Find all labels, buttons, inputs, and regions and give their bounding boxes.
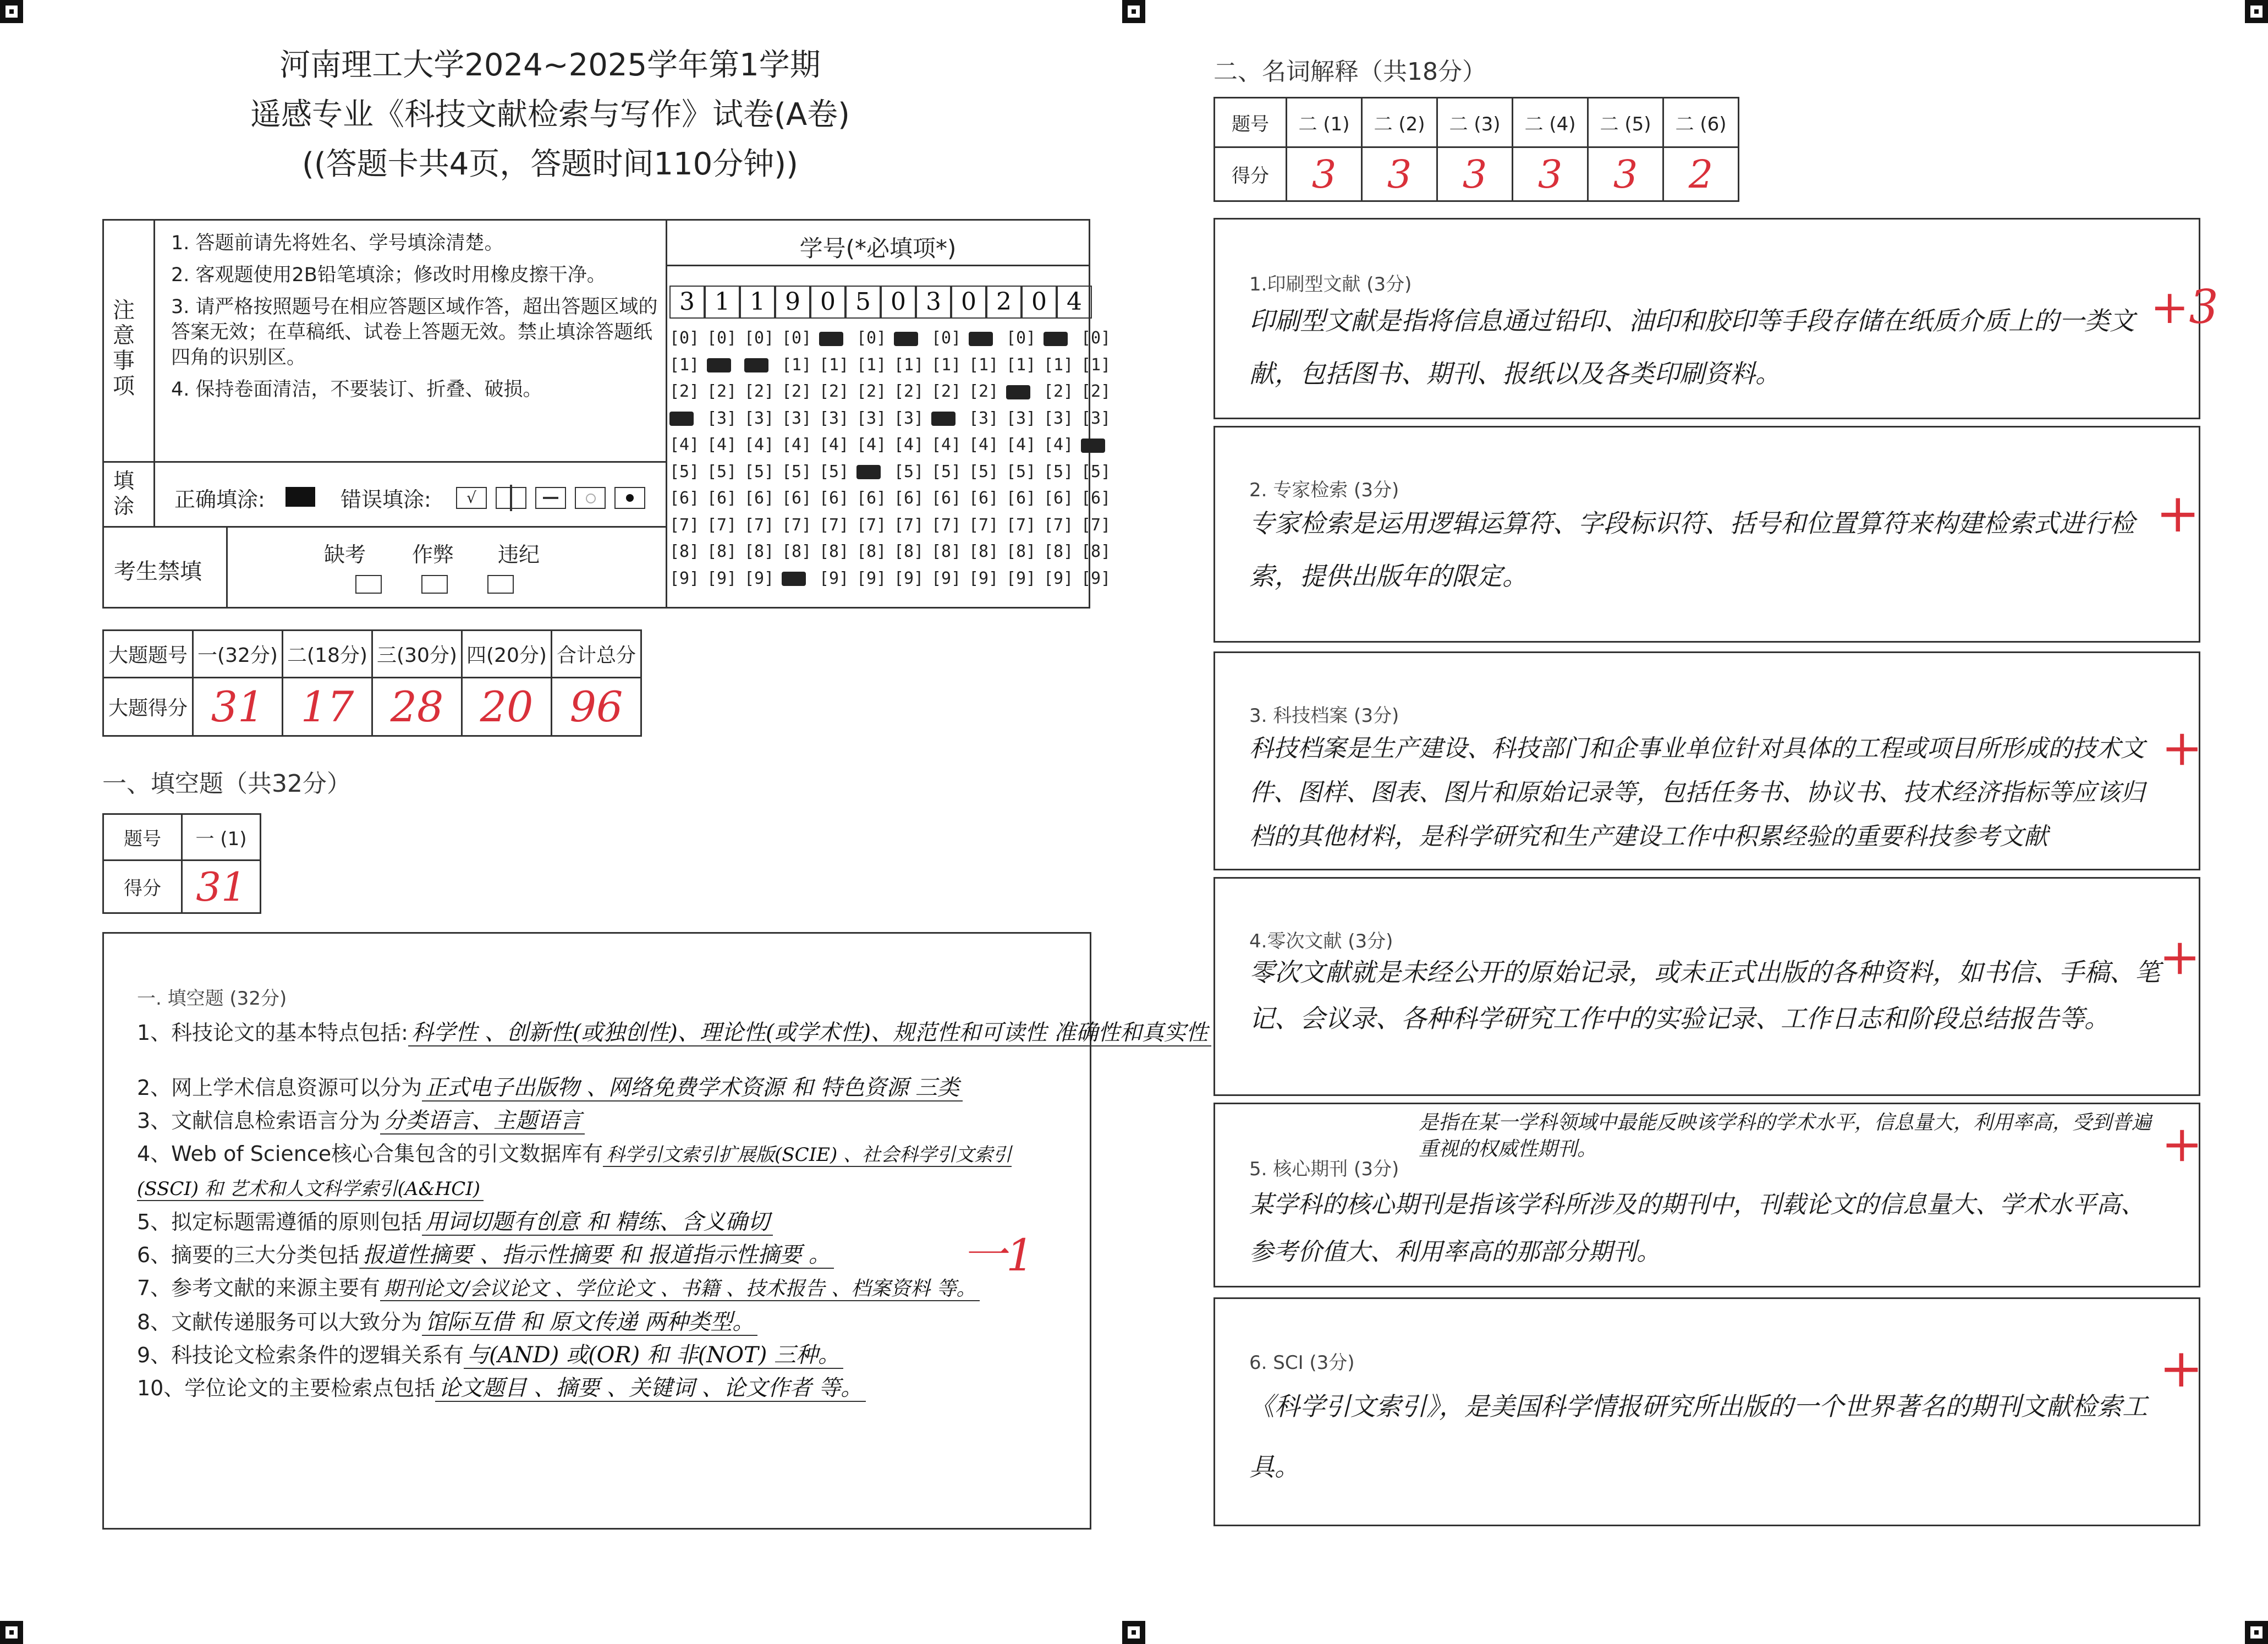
summary-header: 一(32分) (193, 631, 283, 678)
id-bubble[interactable]: [3] (707, 408, 737, 428)
id-bubble[interactable]: [8] (707, 542, 737, 561)
student-id-digit: 0 (881, 286, 916, 319)
student-id-digit: 1 (705, 286, 740, 319)
id-bubble[interactable]: [1] (669, 355, 700, 375)
absent-checkbox[interactable] (355, 575, 382, 594)
id-bubble[interactable]: [6] (707, 489, 737, 508)
notice-item: 4. 保持卷面清洁，不要装订、折叠、破损。 (171, 379, 542, 401)
grading-mark: + (2161, 719, 2203, 777)
student-id-digit: 9 (775, 286, 810, 319)
id-bubble[interactable]: [7] (1081, 515, 1111, 535)
id-bubble[interactable]: [5] (1081, 462, 1111, 481)
id-bubble[interactable]: [4] (782, 435, 812, 454)
question-text: 8、文献传递服务可以大致分为 (137, 1310, 422, 1334)
question-text: 4、Web of Science核心合集包含的引文数据库有 (137, 1142, 603, 1166)
id-bubble[interactable]: [5] (782, 462, 812, 481)
handwritten-answer: 科学引文索引扩展版(SCIE) 、社会科学引文索引(SSCI) 和 艺术和人文科学索引(A&HCI) (137, 1144, 1012, 1200)
bubble-row (669, 405, 1118, 432)
id-bubble[interactable]: [0] (1006, 328, 1036, 348)
grading-mark: +3 (2150, 280, 2218, 334)
id-bubble[interactable]: [2] (894, 382, 924, 401)
id-bubble[interactable]: [5] (894, 462, 924, 481)
student-id-bubble-grid[interactable] (669, 325, 1118, 592)
id-bubble[interactable]: [3] (819, 408, 849, 428)
id-bubble[interactable]: [9] (969, 568, 999, 588)
id-bubble[interactable]: [8] (969, 542, 999, 561)
id-bubble[interactable]: [3] (969, 408, 999, 428)
id-bubble[interactable]: [2] (707, 382, 737, 401)
id-bubble[interactable]: [7] (1044, 515, 1074, 535)
corner-marker-bottom-left (0, 1621, 23, 1644)
filled-bubble (1044, 332, 1068, 346)
definition-label: 1.印刷型文献 (3分) (1249, 273, 1412, 295)
id-bubble[interactable]: [3] (782, 408, 812, 428)
id-bubble[interactable] (856, 459, 894, 486)
exam-title-line3: ((答题卡共4页，答题时间110分钟)) (302, 146, 798, 182)
id-bubble[interactable] (931, 405, 969, 432)
id-bubble[interactable]: [8] (1044, 542, 1074, 561)
id-bubble[interactable]: [7] (894, 515, 924, 535)
summary-header: 大题题号 (103, 631, 193, 678)
id-bubble[interactable]: [3] (1081, 408, 1111, 428)
id-bubble[interactable]: [5] (669, 462, 700, 481)
fill-blank-item (137, 1205, 1072, 1239)
proctor-label: 考生禁填 (114, 559, 202, 584)
bubble-row (669, 352, 1118, 379)
id-bubble[interactable] (819, 325, 856, 352)
id-bubble[interactable]: [5] (744, 462, 775, 481)
handwritten-answer: 零次文献就是未经公开的原始记录，或未正式出版的各种资料，如书信、手稿、笔记、会议录、各种科学研究工作中的实验记录、工作日志和阶段总结报告等。 (1249, 957, 2160, 1033)
qnum: 二 (6) (1663, 98, 1739, 147)
handwritten-answer: 与(AND) 或(OR) 和 非(NOT) 三种。 (464, 1342, 843, 1369)
definition-box (1213, 651, 2203, 870)
id-bubble[interactable]: [9] (931, 568, 962, 588)
definition-box (1213, 426, 2200, 643)
filled-bubble (931, 412, 955, 426)
qnum: 二 (2) (1362, 98, 1437, 147)
definition-label: 5. 核心期刊 (3分) (1249, 1158, 1399, 1180)
definition-box (1213, 1103, 2203, 1287)
notice-label: 注意事项 (113, 298, 135, 399)
handwritten-answer: 报道性摘要 、指示性摘要 和 报道指示性摘要 。 (359, 1242, 834, 1269)
id-bubble[interactable]: [9] (856, 568, 887, 588)
question-text: 10、学位论文的主要检索点包括 (137, 1376, 436, 1400)
id-bubble[interactable]: [4] (1006, 435, 1036, 454)
summary-score: 17 (283, 678, 372, 736)
id-bubble[interactable]: [4] (1044, 435, 1074, 454)
item-score: 3 (1287, 147, 1362, 201)
id-bubble[interactable]: [0] (707, 328, 737, 348)
item-score: 3 (1513, 147, 1588, 201)
id-bubble[interactable] (782, 566, 819, 593)
id-bubble[interactable]: [7] (782, 515, 812, 535)
violation-label: 违纪 (498, 542, 540, 567)
id-bubble[interactable] (1044, 325, 1081, 352)
handwritten-answer: 期刊论文/会议论文 、学位论文 、书籍 、技术报告 、档案资料 等。 (380, 1278, 979, 1301)
student-id-digit: 3 (916, 286, 951, 319)
bubble-row (669, 512, 1118, 539)
bubble-row (669, 485, 1118, 512)
grading-mark: + (2161, 1115, 2203, 1173)
bubble-row (669, 432, 1118, 459)
id-bubble[interactable]: [5] (819, 462, 849, 481)
id-bubble[interactable]: [6] (1081, 489, 1111, 508)
notice-panel (102, 219, 1111, 609)
grading-mark: + (2159, 928, 2201, 986)
wrong-fill-circle-icon (575, 487, 606, 509)
id-bubble[interactable]: [0] (669, 328, 700, 348)
id-bubble[interactable]: [9] (1081, 568, 1111, 588)
notice-item: 1. 答题前请先将姓名、学号填涂清楚。 (171, 232, 504, 254)
wrong-fill-dash-icon (535, 487, 566, 509)
id-bubble[interactable]: [7] (669, 515, 700, 535)
filled-bubble (856, 465, 881, 479)
id-bubble[interactable] (969, 325, 1006, 352)
student-id-digit: 1 (740, 286, 775, 319)
id-bubble[interactable]: [5] (1044, 462, 1074, 481)
id-bubble[interactable]: [2] (1081, 382, 1111, 401)
id-bubble[interactable]: [8] (894, 542, 924, 561)
id-bubble[interactable]: [6] (819, 489, 849, 508)
id-bubble[interactable] (669, 405, 707, 432)
filled-bubble (1081, 439, 1105, 453)
filled-bubble (669, 412, 694, 426)
filled-bubble (782, 572, 806, 586)
id-bubble[interactable]: [2] (969, 382, 999, 401)
question-text: 2、网上学术信息资源可以分为 (137, 1076, 422, 1100)
definition-label: 4.零次文献 (3分) (1249, 930, 1393, 952)
notice-item: 2. 客观题使用2B铅笔填涂；修改时用橡皮擦干净。 (171, 264, 606, 286)
item-score: 3 (1437, 147, 1513, 201)
id-bubble[interactable]: [6] (1044, 489, 1074, 508)
handwritten-answer: 印刷型文献是指将信息通过铅印、油印和胶印等手段存储在纸质介质上的一类文献，包括图书、期刊、报纸以及各类印刷资料。 (1249, 306, 2135, 388)
corner-marker-bottom-middle (1122, 1621, 1145, 1644)
section2-score-table (1213, 97, 1739, 202)
id-bubble[interactable] (1006, 379, 1044, 405)
id-bubble[interactable]: [4] (669, 435, 700, 454)
summary-header: 二(18分) (283, 631, 372, 678)
id-bubble[interactable]: [9] (744, 568, 775, 588)
id-bubble[interactable]: [1] (931, 355, 962, 375)
bubble-row (669, 539, 1118, 566)
grading-mark: + (2156, 483, 2200, 544)
id-bubble[interactable]: [0] (856, 328, 887, 348)
id-bubble[interactable]: [7] (1006, 515, 1036, 535)
id-bubble[interactable]: [8] (931, 542, 962, 561)
wrong-fill-check-icon: √ (456, 487, 487, 509)
id-bubble[interactable]: [3] (1044, 408, 1074, 428)
qnum-label: 题号 (1215, 98, 1287, 147)
score-label: 得分 (1215, 147, 1287, 201)
fill-blank-item (137, 1272, 1072, 1306)
section1-score: 31 (182, 861, 261, 913)
qnum: 二 (1) (1287, 98, 1362, 147)
definition-box (1213, 1297, 2204, 1526)
student-id-digit: 0 (1022, 286, 1057, 319)
id-bubble[interactable] (894, 325, 931, 352)
id-bubble[interactable]: [3] (856, 408, 887, 428)
id-bubble[interactable]: [2] (669, 382, 700, 401)
filled-bubble (744, 358, 768, 372)
violation-checkbox[interactable] (487, 575, 514, 594)
id-bubble[interactable]: [4] (894, 435, 924, 454)
id-bubble[interactable]: [8] (856, 542, 887, 561)
qnum: 二 (4) (1513, 98, 1588, 147)
id-bubble[interactable]: [1] (819, 355, 849, 375)
section1-title: 一、填空题（共32分） (102, 770, 351, 798)
exam-title-line2: 遥感专业《科技文献检索与写作》试卷(A卷) (250, 97, 850, 133)
student-id-digit: 3 (669, 286, 705, 319)
id-bubble[interactable]: [6] (744, 489, 775, 508)
fill-blank-list (137, 1016, 1208, 1405)
summary-score: 28 (372, 678, 462, 736)
question-text: 5、拟定标题需遵循的原则包括 (137, 1210, 422, 1234)
id-bubble[interactable]: [0] (1081, 328, 1111, 348)
handwritten-answer: 分类语言、主题语言 (380, 1108, 585, 1135)
id-bubble[interactable]: [9] (819, 568, 849, 588)
id-bubble[interactable]: [8] (782, 542, 812, 561)
filled-bubble (819, 332, 843, 346)
fill-blank-item (137, 1071, 1072, 1104)
id-bubble[interactable]: [3] (1006, 408, 1036, 428)
student-id-digit: 5 (845, 286, 881, 319)
summary-score: 20 (462, 678, 552, 736)
id-bubble[interactable]: [5] (931, 462, 962, 481)
corner-marker-top-right (2245, 0, 2268, 23)
question-text: 3、文献信息检索语言分为 (137, 1109, 381, 1133)
id-bubble[interactable] (707, 352, 744, 379)
filled-bubble (1006, 385, 1030, 399)
id-bubble[interactable]: [2] (744, 382, 775, 401)
margin-deduction-mark: 一1 (962, 1230, 1034, 1281)
id-bubble[interactable]: [2] (931, 382, 962, 401)
handwritten-answer: 某学科的核心期刊是指该学科所涉及的期刊中，刊载论文的信息量大、学术水平高、参考价值大、利用率高的那部分期刊。 (1249, 1191, 2145, 1266)
id-bubble[interactable]: [7] (856, 515, 887, 535)
bubble-row (669, 566, 1118, 593)
handwritten-answer: 科学性 、创新性(或独创性)、理论性(或学术性)、规范性和可读性 准确性和真实性 (408, 1020, 1211, 1046)
id-bubble[interactable]: [7] (931, 515, 962, 535)
handwritten-answer: 用词切题有创意 和 精练、含义确切 (422, 1209, 772, 1236)
id-bubble[interactable]: [9] (1044, 568, 1074, 588)
absent-label: 缺考 (324, 542, 366, 567)
definition-label: 6. SCI (3分) (1249, 1352, 1355, 1374)
fill-blank-item (137, 1104, 1072, 1137)
item-score: 3 (1588, 147, 1663, 201)
fill-blank-item (137, 1372, 1072, 1405)
student-id-boxes (669, 286, 1092, 319)
id-bubble[interactable]: [5] (1006, 462, 1036, 481)
exam-title-line1: 河南理工大学2024~2025学年第1学期 (279, 47, 821, 83)
id-bubble[interactable]: [4] (744, 435, 775, 454)
id-bubble[interactable]: [2] (782, 382, 812, 401)
fill-blank-item (137, 1239, 1072, 1272)
summary-total-score: 96 (552, 678, 641, 736)
student-id-digit: 2 (986, 286, 1022, 319)
id-bubble[interactable]: [4] (969, 435, 999, 454)
id-bubble[interactable]: [1] (969, 355, 999, 375)
fill-blank-item (137, 1016, 1208, 1049)
cheat-checkbox[interactable] (421, 575, 448, 594)
bubble-row (669, 459, 1118, 486)
definition-box (1213, 218, 2218, 419)
id-bubble[interactable]: [1] (856, 355, 887, 375)
summary-header: 三(30分) (372, 631, 462, 678)
id-bubble[interactable]: [6] (969, 489, 999, 508)
student-id-digit: 0 (951, 286, 986, 319)
id-bubble[interactable]: [8] (744, 542, 775, 561)
id-bubble[interactable]: [0] (931, 328, 962, 348)
student-id-digit: 0 (810, 286, 845, 319)
qnum: 一 (1) (182, 814, 261, 861)
correct-fill-label: 正确填涂: (174, 487, 265, 512)
definition-label: 2. 专家检索 (3分) (1249, 479, 1399, 501)
id-bubble[interactable]: [4] (931, 435, 962, 454)
definition-box (1213, 877, 2200, 1096)
summary-header: 合计总分 (552, 631, 641, 678)
id-bubble[interactable]: [2] (856, 382, 887, 401)
id-bubble[interactable]: [3] (744, 408, 775, 428)
qnum: 二 (5) (1588, 98, 1663, 147)
id-bubble[interactable]: [6] (856, 489, 887, 508)
cheat-label: 作弊 (412, 542, 454, 567)
id-bubble[interactable]: [7] (819, 515, 849, 535)
id-bubble[interactable]: [9] (669, 568, 700, 588)
id-bubble[interactable]: [1] (1044, 355, 1074, 375)
handwritten-answer: 馆际互借 和 原文传递 两种类型。 (422, 1309, 757, 1336)
definition-label: 3. 科技档案 (3分) (1249, 705, 1399, 727)
correct-fill-sample (285, 487, 315, 507)
id-bubble[interactable]: [9] (894, 568, 924, 588)
qnum: 二 (3) (1437, 98, 1513, 147)
question-text: 9、科技论文检索条件的逻辑关系有 (137, 1343, 464, 1367)
student-id-panel (667, 221, 1111, 607)
notice-item: 3. 请严格按照题号在相应答题区域作答，超出答题区域的答案无效；在草稿纸、试卷上答题无效。禁止填涂答题纸四角的识别区。 (171, 296, 658, 369)
fill-blank-item (137, 1339, 1072, 1372)
id-bubble[interactable]: [7] (744, 515, 775, 535)
id-bubble[interactable]: [2] (819, 382, 849, 401)
fill-blank-item (137, 1137, 1072, 1205)
id-bubble[interactable]: [6] (669, 489, 700, 508)
question-text: 1、科技论文的基本特点包括: (137, 1021, 408, 1045)
bubble-row (669, 325, 1118, 352)
id-bubble[interactable]: [4] (707, 435, 737, 454)
notice-items (159, 221, 665, 402)
id-bubble[interactable]: [5] (969, 462, 999, 481)
wrong-fill-bar-icon (496, 487, 526, 509)
id-bubble[interactable]: [4] (819, 435, 849, 454)
handwritten-answer: 专家检索是运用逻辑运算符、字段标识符、括号和位置算符来构建检索式进行检索，提供出版年的限定。 (1249, 508, 2135, 591)
handwritten-answer: 正式电子出版物 、网络免费学术资源 和 特色资源 三类 (422, 1075, 963, 1102)
id-bubble[interactable]: [1] (894, 355, 924, 375)
id-bubble[interactable]: [4] (856, 435, 887, 454)
id-bubble[interactable] (1081, 432, 1118, 459)
bubble-row (669, 379, 1118, 405)
handwritten-answer: 科技档案是生产建设、科技部门和企事业单位针对具体的工程或项目所形成的技术文件、图样、图表、图片和原始记录等，包括任务书、协议书、技术经济指标等应该归档的其他材料，是科学研究和生产建设工作中积累经验的重要科技参考文献 (1249, 735, 2145, 851)
id-bubble[interactable]: [6] (931, 489, 962, 508)
id-bubble[interactable]: [7] (969, 515, 999, 535)
question-text: 7、参考文献的来源主要有 (137, 1276, 381, 1300)
id-bubble[interactable]: [1] (782, 355, 812, 375)
section2-title: 二、名词解释（共18分） (1213, 58, 1486, 86)
handwritten-answer: 论文题目 、摘要 、关键词 、论文作者 等。 (435, 1376, 866, 1402)
id-bubble[interactable]: [7] (707, 515, 737, 535)
id-bubble[interactable]: [0] (782, 328, 812, 348)
qnum-label: 题号 (103, 814, 182, 861)
item-score: 2 (1663, 147, 1739, 201)
id-bubble[interactable]: [6] (894, 489, 924, 508)
corner-marker-top-left (0, 0, 23, 23)
summary-score: 31 (193, 678, 283, 736)
id-bubble[interactable]: [8] (669, 542, 700, 561)
id-bubble[interactable]: [2] (1044, 382, 1074, 401)
id-bubble[interactable]: [0] (744, 328, 775, 348)
question-text: 6、摘要的三大分类包括 (137, 1243, 360, 1267)
score-summary-table (102, 629, 642, 737)
corner-marker-bottom-right (2245, 1621, 2268, 1644)
id-bubble[interactable]: [5] (707, 462, 737, 481)
id-bubble[interactable]: [6] (782, 489, 812, 508)
id-bubble[interactable]: [8] (1081, 542, 1111, 561)
wrong-fill-dot-icon (614, 487, 645, 509)
id-bubble[interactable] (744, 352, 782, 379)
id-bubble[interactable]: [9] (1006, 568, 1036, 588)
id-bubble[interactable]: [6] (1006, 489, 1036, 508)
summary-row-label: 大题得分 (103, 678, 193, 736)
item-score: 3 (1362, 147, 1437, 201)
id-bubble[interactable]: [9] (707, 568, 737, 588)
section1-score-table (102, 813, 261, 914)
corner-marker-top-middle (1122, 0, 1145, 23)
filled-bubble (969, 332, 993, 346)
id-bubble[interactable]: [8] (819, 542, 849, 561)
score-label: 得分 (103, 861, 182, 913)
filled-bubble (894, 332, 918, 346)
handwritten-answer: 《科学引文索引》，是美国科学情报研究所出版的一个世界著名的期刊文献检索工具。 (1249, 1391, 2148, 1482)
summary-header: 四(20分) (462, 631, 552, 678)
filled-bubble (707, 358, 731, 372)
section1-answer-box (102, 932, 1208, 1530)
id-bubble[interactable]: [3] (894, 408, 924, 428)
id-bubble[interactable]: [8] (1006, 542, 1036, 561)
id-bubble[interactable]: [1] (1006, 355, 1036, 375)
fill-label: 填涂 (113, 469, 134, 518)
handwritten-answer-insert: 是指在某一学科领域中最能反映该学科的学术水平，信息量大，利用率高，受到普遍重视的权威性期刊。 (1419, 1111, 2152, 1160)
id-bubble[interactable]: [1] (1081, 355, 1111, 375)
grading-mark: + (2159, 1338, 2204, 1399)
wrong-fill-label: 错误填涂: (341, 487, 431, 512)
student-id-digit: 4 (1057, 286, 1092, 319)
section1-inner-title: 一. 填空题 (32分) (137, 988, 287, 1010)
fill-blank-item (137, 1306, 1072, 1339)
student-id-label: 学号(*必填项*) (799, 235, 957, 262)
